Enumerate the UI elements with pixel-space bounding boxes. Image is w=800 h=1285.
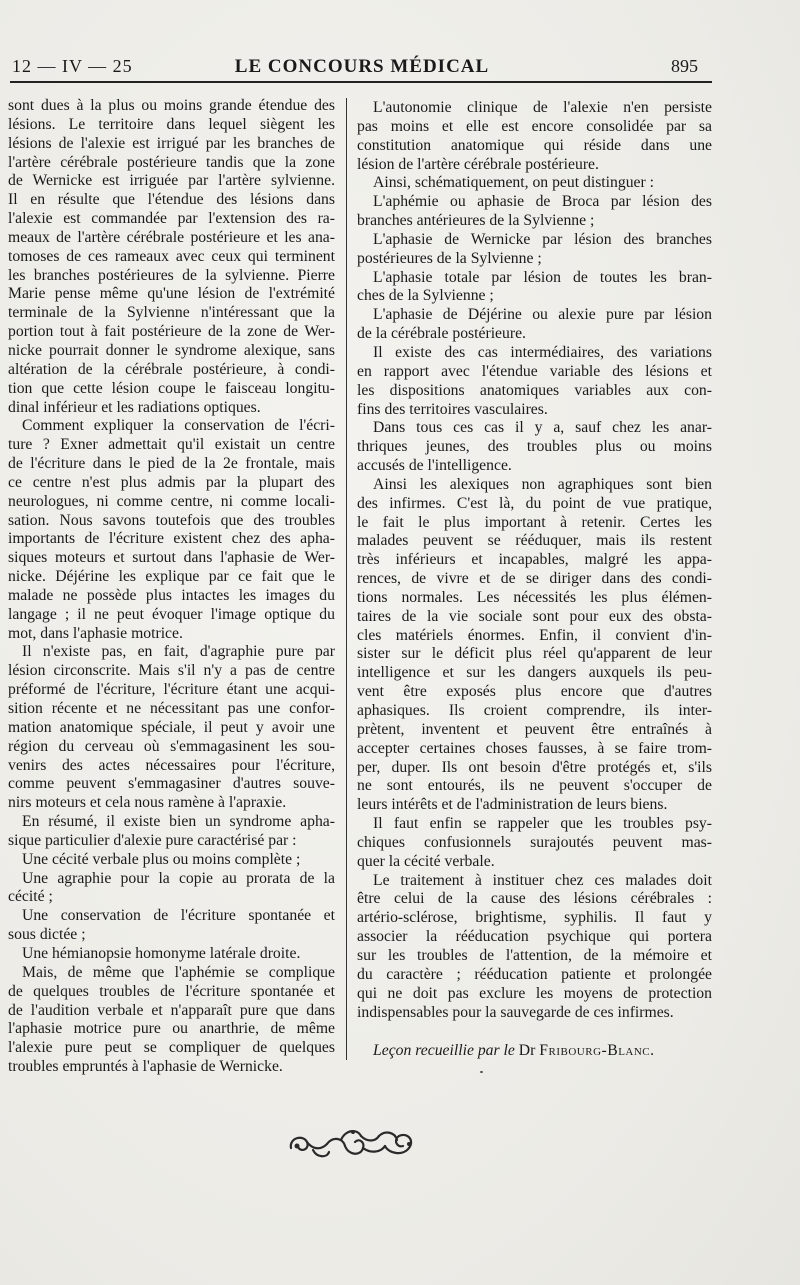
text-line: être celui de la cause des lésions cérébrales : bbox=[357, 890, 712, 908]
text-line: lésion circonscrite. Mais s'il n'y a pas de centre bbox=[8, 662, 335, 680]
text-line: cécité ; bbox=[8, 888, 53, 906]
text-line: de l'audition verbale et n'apparaît pure que dans bbox=[8, 1001, 335, 1019]
text-line: ches de la Sylvienne ; bbox=[357, 287, 494, 305]
text-line: sont dues à la plus ou moins grande étendue des bbox=[8, 97, 335, 114]
text-line: pas moins et elle est encore consolidée par sa bbox=[357, 117, 712, 135]
text-line: le fait le plus important à retenir. Certes les bbox=[357, 513, 712, 531]
text-line: Il en résulte que l'étendue des lésions dans bbox=[8, 191, 335, 209]
signature-line bbox=[373, 1042, 713, 1060]
text-line: qui ne doit pas exclure les moyens de protection bbox=[357, 984, 712, 1002]
text-line: L'aphasie de Déjérine ou alexie pure par lésion bbox=[373, 306, 712, 324]
text-line: Ainsi les alexiques non agraphiques sont bien bbox=[373, 475, 712, 493]
text-line: Une agraphie pour la copie au prorata de la bbox=[22, 869, 335, 887]
text-line: L'aphasie totale par lésion de toutes les bran- bbox=[373, 268, 712, 286]
signature-title: Dr bbox=[518, 1042, 536, 1059]
text-line: cles matériels énormes. Enfin, il convient d'in- bbox=[357, 626, 712, 644]
text-line: Une conservation de l'écriture spontanée et bbox=[22, 907, 335, 925]
text-line: très inférieurs et incapables, malgré les appa- bbox=[357, 551, 712, 569]
text-line: thriques jeunes, des troubles plus ou moins bbox=[357, 438, 712, 456]
right-column bbox=[357, 99, 712, 1022]
text-line: postérieures de la Sylvienne ; bbox=[357, 249, 542, 267]
text-line: Il n'existe pas, en fait, d'agraphie pure par bbox=[22, 643, 335, 661]
journal-title: LE CONCOURS MÉDICAL bbox=[234, 56, 490, 77]
text-line: tomoses de ces rameaux avec ceux qui terminent bbox=[8, 247, 335, 265]
text-line: l'aphasie motrice pure ou anarthrie, de même bbox=[8, 1020, 335, 1038]
text-line: de Wernicke est irriguée par l'artère sylvienne. bbox=[8, 172, 335, 190]
text-line: de quelques troubles de l'écriture spontanée et bbox=[8, 982, 335, 1000]
page-number: 895 bbox=[671, 56, 698, 76]
text-line: des infirmes. C'est là, du point de vue pratique, bbox=[357, 494, 712, 512]
text-line: Il existe des cas intermédiaires, des variations bbox=[373, 343, 712, 361]
header-date: 12 — IV — 25 bbox=[12, 56, 133, 76]
text-line: tions normales. Les nécessités les plus élémen- bbox=[357, 588, 712, 606]
signature-prefix: Leçon recueillie par le bbox=[373, 1042, 515, 1059]
text-line: branches antérieures de la Sylvienne ; bbox=[357, 212, 595, 230]
text-line: leurs intérêts et de l'administration de leurs biens. bbox=[357, 796, 668, 814]
column-divider bbox=[346, 98, 347, 1060]
text-line: du caractère ; rééducation patiente et prolongée bbox=[357, 965, 712, 983]
text-line: artério-sclérose, brightisme, syphilis. Il faut y bbox=[357, 909, 712, 927]
text-line: ce centre n'est plus admis par la plupart des bbox=[8, 473, 335, 491]
text-line: nirs moteurs et cela nous ramène à l'apraxie. bbox=[8, 794, 287, 812]
text-line: sique particulier d'alexie pure caractérisé par : bbox=[8, 831, 297, 849]
text-line: portion tout à fait postérieure de la zone de Wer- bbox=[8, 323, 335, 341]
text-line: Il faut enfin se rappeler que les troubles psy- bbox=[373, 815, 712, 833]
text-line: langage ; il ne peut évoquer l'image optique du bbox=[8, 605, 335, 623]
text-line: siques moteurs et surtout dans l'aphasie de Wer- bbox=[8, 549, 335, 567]
text-line: venirs des actes nécessaires pour l'écriture, bbox=[8, 756, 335, 774]
text-line: ture ? Exner admettait qu'il existait un centre bbox=[8, 436, 335, 454]
text-line: sition récente et ne nécessitant pas une confor- bbox=[8, 700, 335, 717]
text-line: aphasiques. Ils croient comprendre, ils inter- bbox=[357, 702, 712, 719]
text-line: sation. Nous savons toutefois que des troubles bbox=[8, 511, 335, 529]
text-line: malade ne possède plus intactes les images du bbox=[8, 586, 335, 604]
text-line: Ainsi, schématiquement, on peut distinguer : bbox=[373, 174, 655, 192]
text-line: sur les troubles de l'attention, de la mémoire et bbox=[357, 946, 712, 964]
text-line: l'alexie pure peut se compliquer de quelques bbox=[8, 1039, 335, 1057]
text-line: les dispositions anatomiques variables aux con- bbox=[357, 381, 712, 399]
text-line: constitution anatomique qui réside dans une bbox=[357, 136, 712, 154]
text-line: quer la cécité verbale. bbox=[357, 852, 495, 870]
text-line: terminale de la Sylvienne n'intéressant que la bbox=[8, 304, 335, 322]
text-line: meaux de l'artère cérébrale postérieure et les ana- bbox=[8, 228, 335, 246]
text-line: accepter certaines choses fausses, à se faire trom- bbox=[357, 739, 712, 757]
text-line: Le traitement à instituer chez ces malades doit bbox=[373, 871, 712, 889]
text-line: de la cérébrale postérieure. bbox=[357, 325, 526, 343]
printer-mark bbox=[480, 1071, 483, 1073]
text-line: malades peuvent se rééduquer, mais ils restent bbox=[357, 532, 712, 550]
text-line: ne sont entourés, ils ne peuvent s'occuper de bbox=[357, 777, 712, 795]
text-line: les branches postérieures de la sylvienne. Pierre bbox=[8, 266, 335, 284]
text-line: L'autonomie clinique de l'alexie n'en persiste bbox=[373, 99, 712, 116]
text-line: l'artère cérébrale postérieure tandis que la zone bbox=[8, 153, 335, 171]
text-line: per, duper. Ils ont besoin d'être protégés et, s'ils bbox=[357, 758, 712, 776]
running-header bbox=[12, 50, 712, 80]
text-line: nicke. Déjérine les explique par ce fait que le bbox=[8, 568, 335, 586]
text-line: l'alexie est commandée par l'extension des ra- bbox=[8, 210, 335, 228]
text-line: altération de la cérébrale postérieure, à condi- bbox=[8, 360, 335, 378]
left-column bbox=[8, 97, 335, 1077]
text-line: intelligence et sur les dangers auxquels ils peu- bbox=[357, 664, 712, 682]
text-line: Dans tous ces cas il y a, sauf chez les anar- bbox=[373, 419, 712, 437]
text-line: lésions de l'alexie est irrigué par les branches de bbox=[8, 134, 335, 152]
signature-name: Fribourg-Blanc. bbox=[539, 1042, 655, 1059]
text-line: accusés de l'intelligence. bbox=[357, 457, 512, 475]
text-line: sister sur le déficit plus réel qu'apparent de leur bbox=[357, 645, 712, 663]
text-line: Comment expliquer la conservation de l'écri- bbox=[22, 417, 335, 435]
fleuron-ornament-icon bbox=[283, 1120, 423, 1170]
text-line: vent être exposés plus encore que d'autres bbox=[357, 683, 712, 701]
text-line: préformé de l'écriture, l'écriture étant une acqui- bbox=[8, 681, 335, 699]
text-line: fins des territoires vasculaires. bbox=[357, 400, 548, 418]
text-line: Marie pense même qu'une lésion de l'extrémité bbox=[8, 285, 335, 303]
text-line: lésion de l'artère cérébrale postérieure. bbox=[357, 155, 599, 173]
text-line: mation anatomique spéciale, il peut y avoir une bbox=[8, 718, 335, 736]
text-line: en rapport avec l'étendue variable des lésions et bbox=[357, 362, 712, 380]
text-line: neurologues, ni comme centre, ni comme locali- bbox=[8, 492, 335, 510]
text-line: dinal inférieur et les radiations optiques. bbox=[8, 398, 261, 416]
text-line: importants de l'écriture existent chez des apha- bbox=[8, 530, 335, 548]
text-line: mot, dans l'aphasie motrice. bbox=[8, 624, 183, 642]
text-line: En résumé, il existe bien un syndrome apha- bbox=[22, 813, 335, 831]
text-line: tion que cette lésion coupe le faisceau longitu- bbox=[8, 379, 335, 397]
text-line: associer la rééducation psychique qui portera bbox=[357, 928, 712, 946]
text-line: rences, de vivre et de se diriger dans des condi- bbox=[357, 570, 712, 588]
text-line: L'aphémie ou aphasie de Broca par lésion des bbox=[373, 193, 712, 211]
text-line: chiques confusionnels surajoutés peuvent mas- bbox=[357, 833, 712, 851]
text-line: indispensables pour la sauvegarde de ces infirmes. bbox=[357, 1003, 674, 1021]
text-line: de l'écriture dans le pied de la 2e frontale, mais bbox=[8, 455, 335, 473]
header-rule bbox=[10, 81, 712, 83]
text-line: taires de la vie sociale sont pour eux des obsta- bbox=[357, 607, 712, 625]
text-line: troubles empruntés à l'aphasie de Wernicke. bbox=[8, 1058, 283, 1076]
text-line: Une hémianopsie homonyme latérale droite. bbox=[22, 944, 301, 962]
text-line: Mais, de même que l'aphémie se complique bbox=[22, 963, 335, 981]
text-line: comme peuvent s'emmagasiner d'autres souve- bbox=[8, 775, 335, 793]
text-line: prètent, inventent et peuvent être entraînés à bbox=[357, 720, 712, 738]
text-line: nicke pourrait donner le syndrome alexique, sans bbox=[8, 341, 335, 359]
text-line: lésions. Le territoire dans lequel siègent les bbox=[8, 115, 335, 133]
text-line: L'aphasie de Wernicke par lésion des branches bbox=[373, 230, 712, 248]
text-line: Une cécité verbale plus ou moins complète ; bbox=[22, 850, 301, 868]
text-line: sous dictée ; bbox=[8, 926, 86, 944]
text-line: région du cerveau où s'emmagasinent les sou- bbox=[8, 737, 335, 755]
